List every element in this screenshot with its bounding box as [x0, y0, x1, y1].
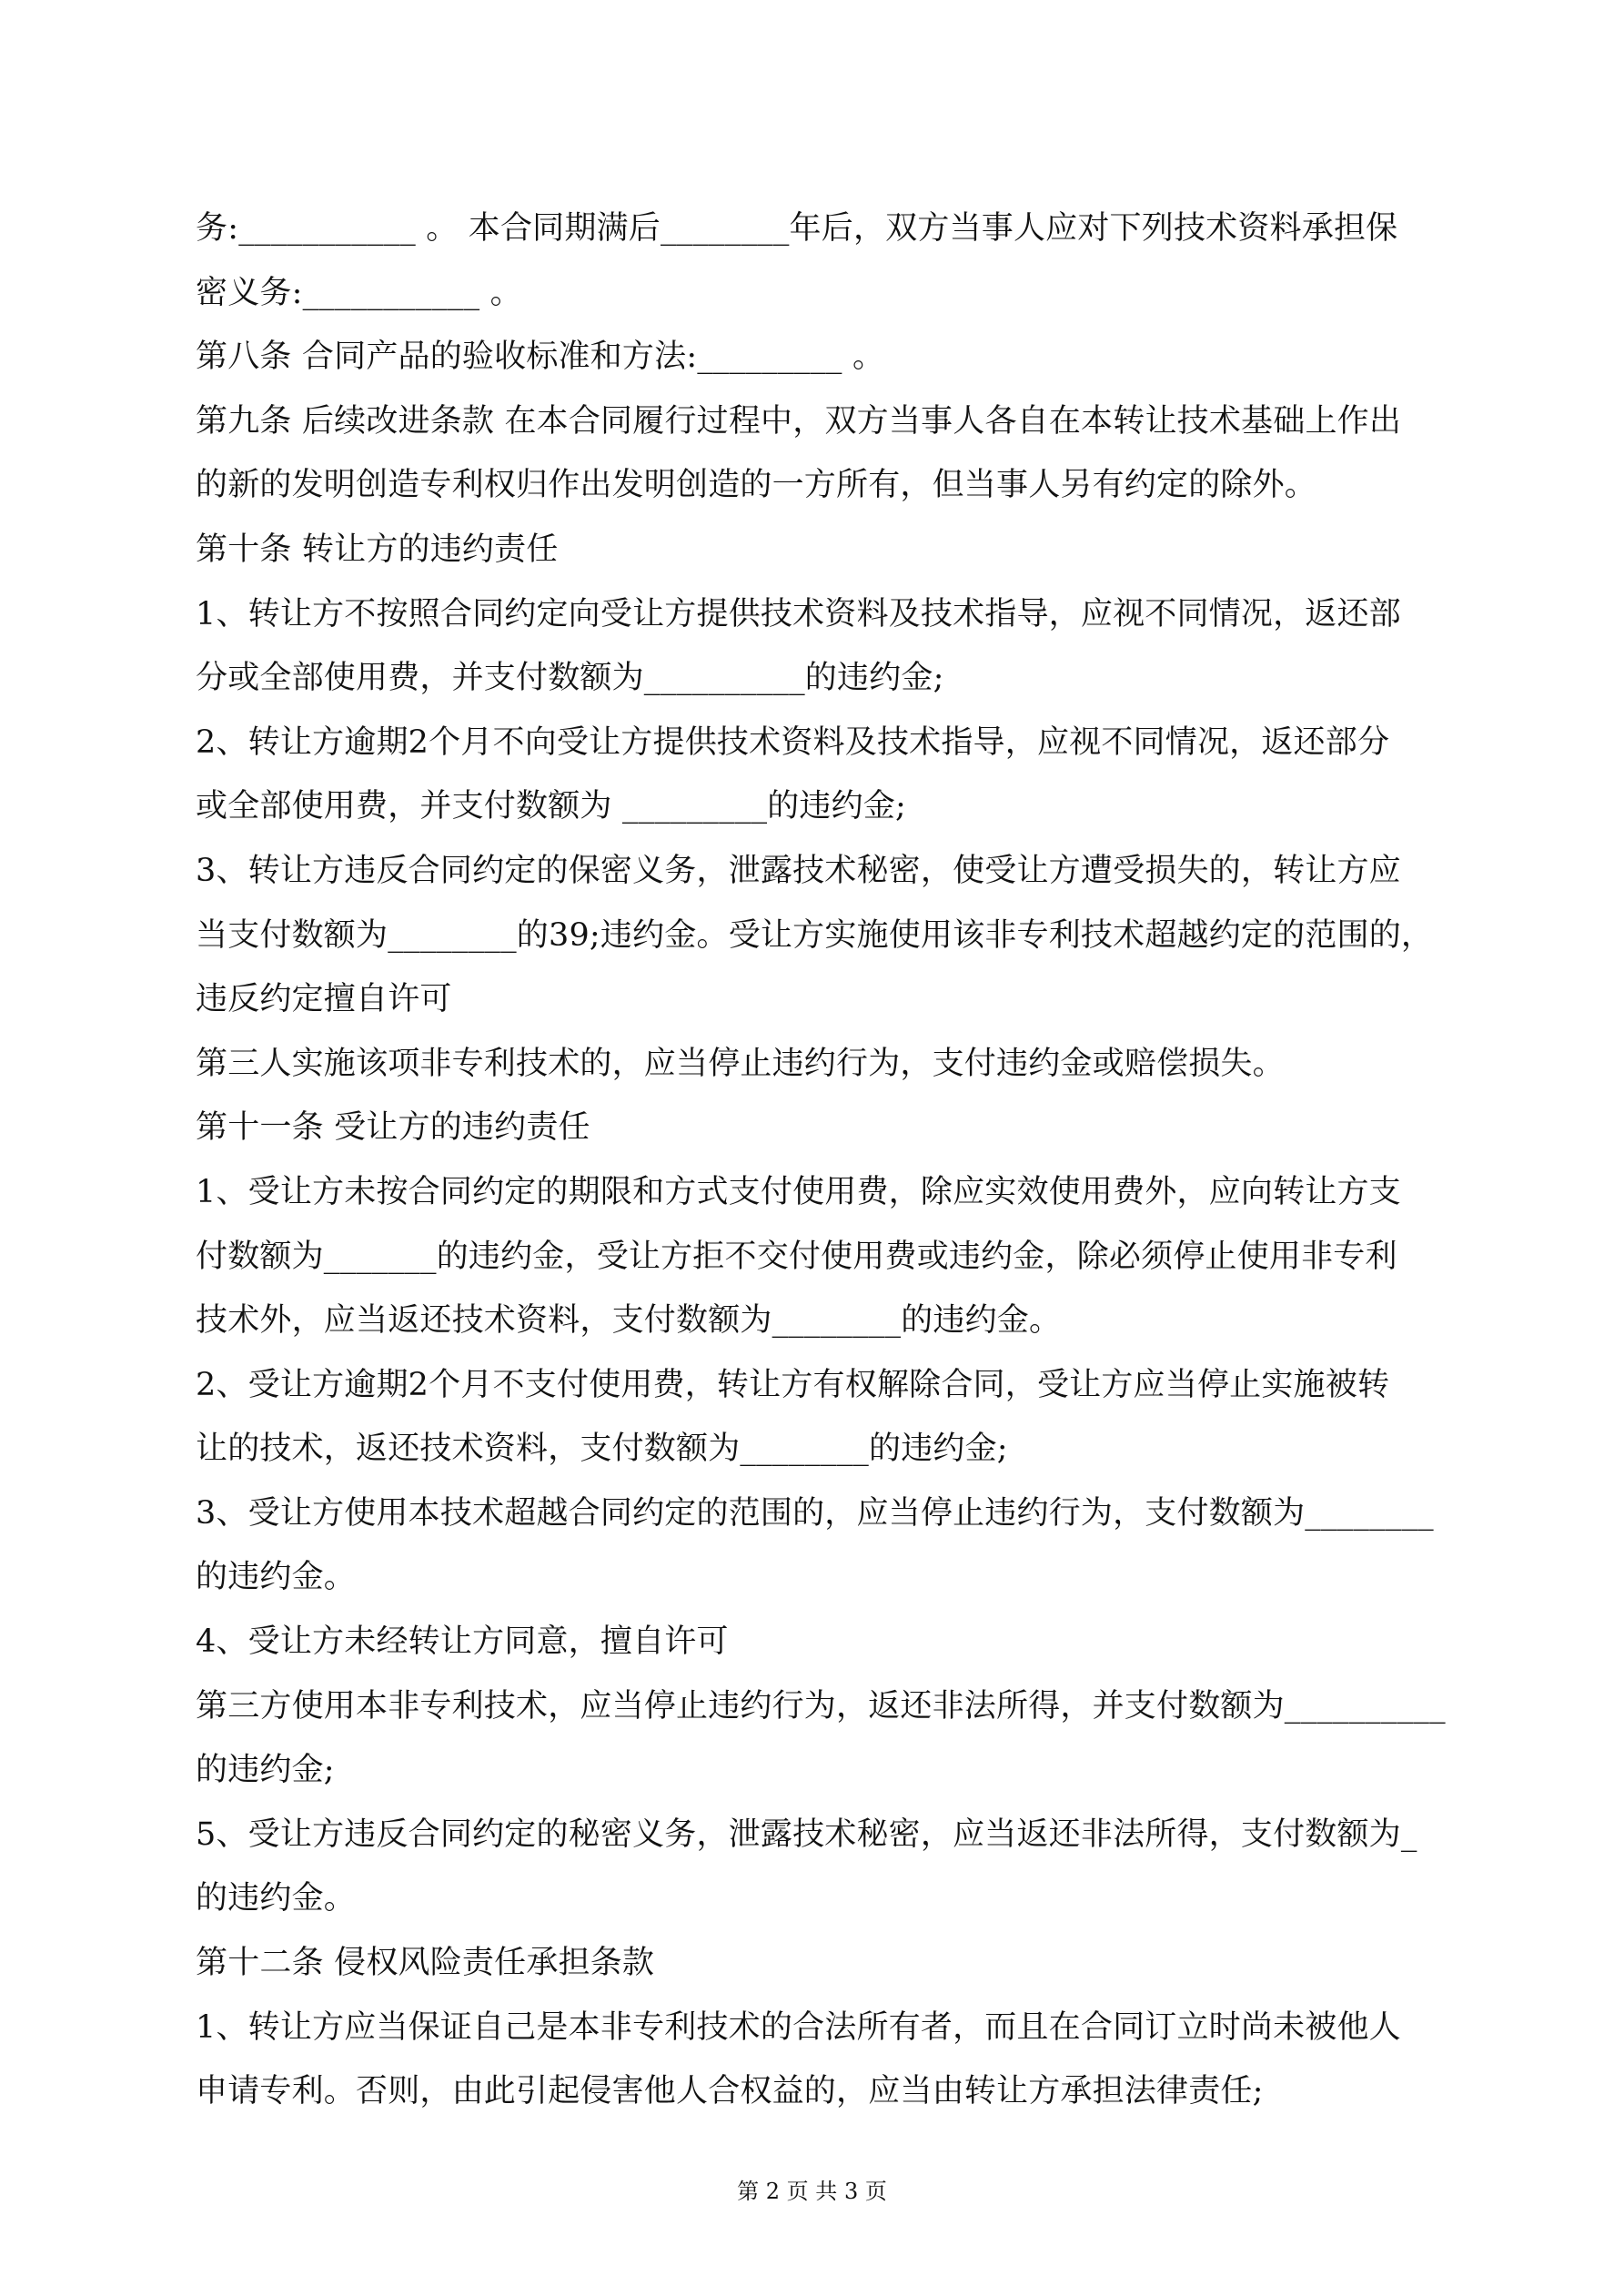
text-line: 2、转让方逾期2个月不向受让方提供技术资料及技术指导，应视不同情况，返还部分 [196, 723, 1390, 761]
text-line: 第十二条 侵权风险责任承担条款 [196, 1945, 655, 1982]
text-line: 5、受让方违反合同约定的秘密义务，泄露技术秘密，应当返还非法所得，支付数额为_ [196, 1816, 1417, 1853]
contract-body [196, 197, 1456, 2124]
text-line: 技术外，应当返还技术资料，支付数额为________的违约金。 [196, 1302, 1062, 1340]
text-line: 第十一条 受让方的违约责任 [196, 1109, 590, 1147]
text-line: 当支付数额为________的39;违约金。受让方实施使用该非专利技术超越约定的范围的， [196, 916, 1434, 954]
text-line: 1、受让方未按合同约定的期限和方式支付使用费，除应实效使用费外，应向转让方支 [196, 1173, 1401, 1210]
text-line: 务:___________ 。 本合同期满后________年后，双方当事人应对下列技术资料承担保 [196, 210, 1398, 247]
text-line: 4、受让方未经转让方同意，擅自许可 [196, 1623, 729, 1661]
text-line: 2、受让方逾期2个月不支付使用费，转让方有权解除合同，受让方应当停止实施被转 [196, 1366, 1390, 1403]
text-line: 分或全部使用费，并支付数额为__________的违约金; [196, 660, 944, 697]
text-line: 的违约金; [196, 1752, 335, 1789]
text-line: 的新的发明创造专利权归作出发明创造的一方所有，但当事人另有约定的除外。 [196, 467, 1317, 504]
text-line: 申请专利。否则，由此引起侵害他人合权益的，应当由转让方承担法律责任; [196, 2073, 1264, 2110]
text-line: 的违约金。 [196, 1880, 357, 1917]
text-line: 第三方使用本非专利技术，应当停止违约行为，返还非法所得，并支付数额为__________ [196, 1687, 1446, 1725]
text-line: 密义务:___________ 。 [196, 274, 522, 311]
page-footer: 第 2 页 共 3 页 [737, 2179, 887, 2204]
text-line: 第三人实施该项非专利技术的，应当停止违约行为，支付违约金或赔偿损失。 [196, 1045, 1285, 1082]
text-line: 1、转让方不按照合同约定向受让方提供技术资料及技术指导，应视不同情况，返还部 [196, 595, 1401, 632]
text-line: 第八条 合同产品的验收标准和方法:_________ 。 [196, 339, 885, 376]
text-line: 的违约金。 [196, 1559, 357, 1596]
text-line: 第九条 后续改进条款 在本合同履行过程中，双方当事人各自在本转让技术基础上作出 [196, 402, 1402, 440]
text-line: 违反约定擅自许可 [196, 981, 452, 1018]
text-line: 或全部使用费，并支付数额为 _________的违约金; [196, 788, 907, 825]
text-line: 付数额为_______的违约金，受让方拒不交付使用费或违约金，除必须停止使用非专利 [196, 1238, 1397, 1275]
text-line: 1、转让方应当保证自己是本非专利技术的合法所有者，而且在合同订立时尚未被他人 [196, 2008, 1401, 2046]
text-line: 3、受让方使用本技术超越合同约定的范围的，应当停止违约行为，支付数额为________ [196, 1494, 1434, 1532]
text-line: 让的技术，返还技术资料，支付数额为________的违约金; [196, 1431, 1008, 1468]
text-line: 3、转让方违反合同约定的保密义务，泄露技术秘密，使受让方遭受损失的，转让方应 [196, 852, 1401, 889]
text-line: 第十条 转让方的违约责任 [196, 531, 559, 568]
